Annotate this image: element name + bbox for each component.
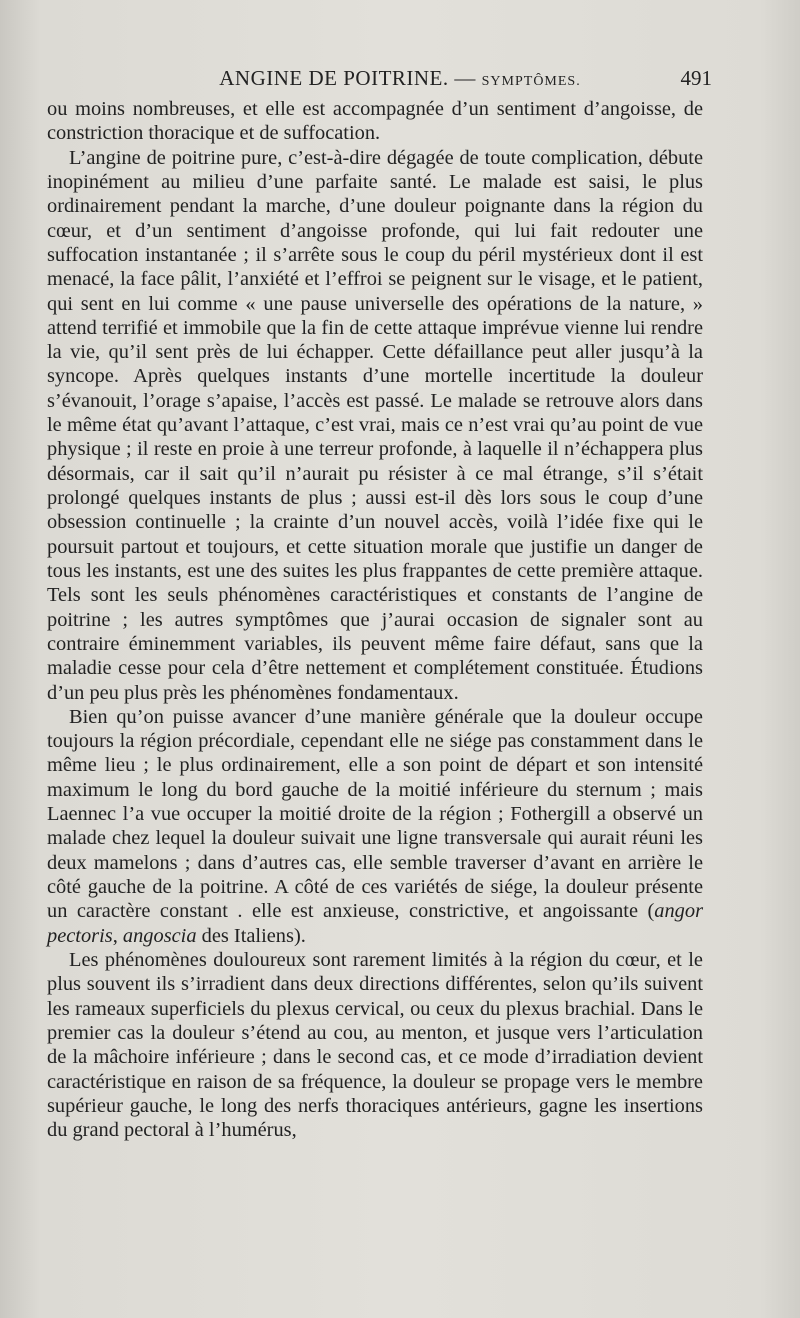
- running-title-section: SYMPTÔMES.: [481, 74, 581, 89]
- running-title-main: ANGINE DE POITRINE. —: [219, 66, 482, 90]
- paragraph-1: ou moins nombreuses, et elle est accompagnée d’un sentiment d’angoisse, de constriction thoracique et de suffocation.: [47, 98, 703, 145]
- paragraph-3: [47, 705, 703, 948]
- paragraph-4: Les phénomènes douloureux sont rarement limités à la région du cœur, et le plus souvent ils s’irradient dans deux directions différentes, selon qu’ils suivent les rameaux superficiels du plexus cervical, ou ceux du plexus brachial. Dans le premier cas la douleur s’étend au cou, au menton, et jusque vers l’articulation de la mâchoire inférieure ; dans le second cas, et ce mode d’irradiation devient caractéristique en raison de sa fréquence, la douleur se propage vers le membre supérieur gauche, le long des nerfs thoraciques antérieurs, gagne les insertions du grand pectoral à l’humérus,: [47, 948, 703, 1142]
- paragraph-2: L’angine de poitrine pure, c’est-à-dire dégagée de toute complication, débute inopinément au milieu d’une parfaite santé. Le malade est saisi, le plus ordinairement pendant la marche, d’une douleur poignante dans la région du cœur, et d’un sentiment d’angoisse profonde, qui lui fait redouter une suffocation instantanée ; il s’arrête sous le coup du péril mystérieux dont il est menacé, la face pâlit, l’anxiété et l’effroi se peignent sur le visage, et le patient, qui sent en lui comme « une pause universelle des opérations de la nature, » attend terrifié et immobile que la fin de cette attaque imprévue vienne lui rendre la vie, qu’il sent près de lui échapper. Cette défaillance peut aller jusqu’à la syncope. Après quelques instants d’une mortelle incertitude la douleur s’évanouit, l’orage s’apaise, l’accès est passé. Le malade se retrouve alors dans le même état qu’avant l’attaque, c’est vrai, mais ce n’est vrai qu’au point de vue physique ; il reste en proie à une terreur profonde, à laquelle il n’échappera plus désormais, car il sait qu’il n’aurait pu résister à ce mal étrange, s’il s’était prolongé quelques instants de plus ; aussi est-il dès lors sous le coup d’une obsession continuelle ; la crainte d’un nouvel accès, voilà l’idée fixe qui le poursuit partout et toujours, et cette situation morale que justifie un danger de tous les instants, est une des suites les plus frappantes de cette première attaque. Tels sont les seuls phénomènes caractéristiques et constants de l’angine de poitrine ; les autres symptômes que j’aurai occasion de signaler sont au contraire éminemment variables, ils peuvent même faire défaut, sans que la maladie cesse pour cela d’être nettement et complétement constituée. Étudions d’un peu plus près les phénomènes fondamentaux.: [47, 146, 703, 704]
- paragraph-3-text: Bien qu’on puisse avancer d’une manière générale que la douleur occupe toujours la région précordiale, cependant elle ne siége pas constamment dans le même lieu ; le plus ordinairement, elle a son point de départ et son intensité maximum le long du bord gauche de la moitié inférieure du sternum ; mais Laennec l’a vue occuper la moitié droite de la région ; Fothergill a observé un malade chez lequel la douleur suivait une ligne transversale qui aurait réuni les deux mamelons ; dans d’autres cas, elle semble traverser d’avant en arrière le côté gauche de la poitrine. A côté de ces variétés de siége, la douleur présente un caractère constant . elle est anxieuse, constrictive, et angoissante (: [47, 705, 703, 923]
- page-number: 491: [680, 66, 712, 90]
- running-header: [0, 64, 800, 94]
- body-text: [47, 97, 703, 1142]
- paragraph-3-sep: ,: [112, 924, 123, 947]
- latin-term: angor pectoris: [47, 900, 703, 947]
- paragraph-3-end: des Italiens).: [196, 924, 306, 947]
- italian-term: angoscia: [122, 924, 197, 947]
